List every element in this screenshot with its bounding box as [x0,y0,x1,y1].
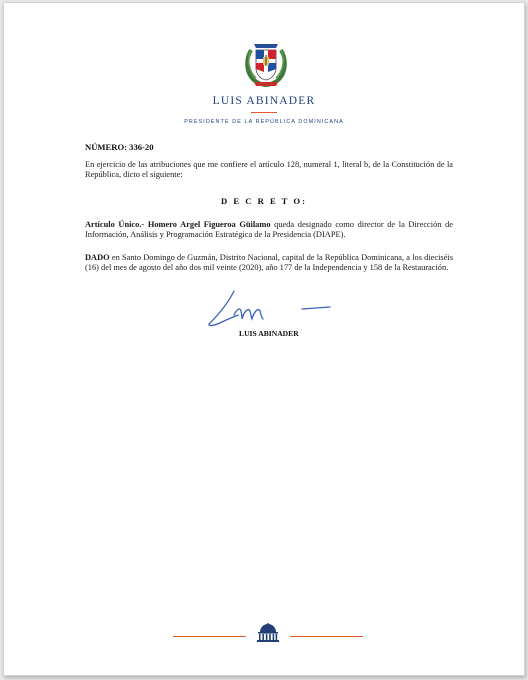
national-palace-icon [256,623,280,643]
dado-lead: DADO [85,253,110,262]
article-lead: Artículo Único.- Homero Argel Figueroa Güilamo [85,220,271,229]
handwritten-signature [204,285,334,333]
preamble-paragraph: En ejercicio de las atribuciones que me confiere el artículo 128, numeral 1, literal b, de la Constitución de la República, dicto el siguiente: [85,160,453,180]
letterhead-divider [251,112,277,113]
decree-number: NÚMERO: 336-20 [85,142,154,152]
article-paragraph [85,220,453,241]
footer-rule-left [173,636,246,637]
article-text: queda designado como director de la Dirección de Información, Análisis y Programación Estratégica de la Presidencia (DIAPE). [85,220,453,240]
footer-rule-right [290,636,363,637]
coat-of-arms-icon [242,38,290,88]
document-page [3,2,525,676]
signatory-name: LUIS ABINADER [239,329,299,338]
decree-heading: D E C R E T O: [221,196,307,206]
letterhead-subtitle: PRESIDENTE DE LA REPÚBLICA DOMINICANA [184,119,344,125]
dado-paragraph [85,253,453,274]
dado-text: en Santo Domingo de Guzmán, Distrito Nacional, capital de la República Dominicana, a los dieciséis (16) del mes de agosto del año dos mil veinte (2020), año 177 de la Independencia y 158 de la Restauración. [85,253,453,273]
letterhead-name: LUIS ABINADER [212,95,316,107]
